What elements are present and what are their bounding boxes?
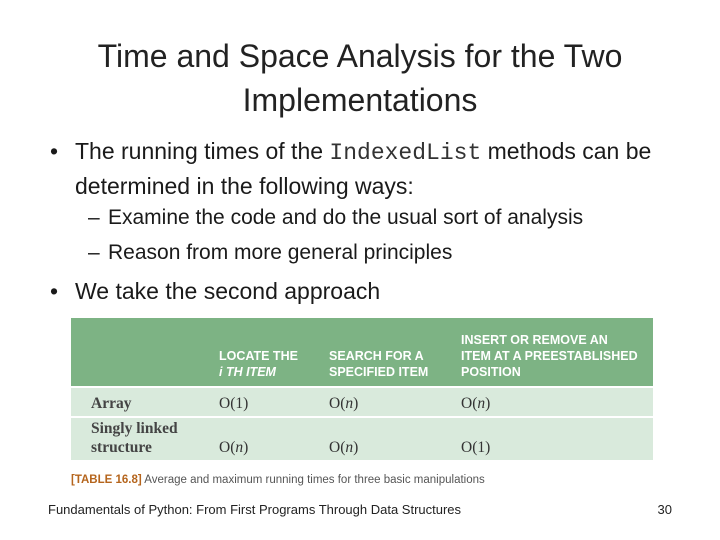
header-locate [219,348,298,380]
table-row-label [91,419,178,457]
table-cell: O(1) [461,439,491,456]
header-line: SEARCH FOR A [329,349,424,363]
header-search [329,348,428,380]
sub-bullet-text: Examine the code and do the usual sort of analysis [108,206,584,229]
header-italic: i TH ITEM [219,365,276,379]
bullet-marker: • [50,278,59,304]
table-top-bar [71,318,653,326]
header-line: INSERT OR REMOVE AN [461,333,608,347]
table-cell: O(n) [329,395,359,412]
header-line [219,364,298,380]
caption-text: Average and maximum running times for three basic manipulations [141,474,485,486]
code-indexedlist: IndexedList [329,140,482,166]
row-label-line: structure [91,439,152,456]
bullet-text: We take the second approach [75,278,381,304]
bullet-marker: • [50,138,59,164]
bullet-text [50,135,670,203]
table-cell: O(n) [461,395,491,412]
bullet-prefix: The running times of the [75,138,330,164]
header-line: ITEM AT A PREESTABLISHED [461,349,638,363]
table-caption [71,474,485,486]
row-label-line: Singly linked [91,420,178,437]
table-cell: O(n) [329,439,359,456]
slide-title: Time and Space Analysis for the Two Implementations [97,38,623,118]
table-row-label: Array [91,395,132,412]
table-cell: O(n) [219,439,249,456]
dash-marker: – [88,241,100,264]
row-divider [71,416,653,418]
caption-tag: [TABLE 16.8] [71,474,142,486]
table-cell: O(1) [219,395,249,412]
dash-marker: – [88,206,100,229]
header-line: LOCATE THE [219,349,298,363]
bullet-suffix: methods can be determined in the following ways: [75,138,652,199]
sub-bullet-examine [88,203,583,233]
sub-bullet-reason [88,238,452,268]
header-insert-remove [461,332,638,380]
header-line: POSITION [461,365,521,379]
sub-bullet-text: Reason from more general principles [108,241,453,264]
bullet-second-approach [50,275,670,308]
page-number: 30 [657,502,672,517]
header-divider [71,386,653,388]
header-line: SPECIFIED ITEM [329,365,429,379]
bullet-running-times [50,135,670,203]
running-times-table [71,318,653,460]
footer-text: Fundamentals of Python: From First Programs Through Data Structures [48,502,462,517]
